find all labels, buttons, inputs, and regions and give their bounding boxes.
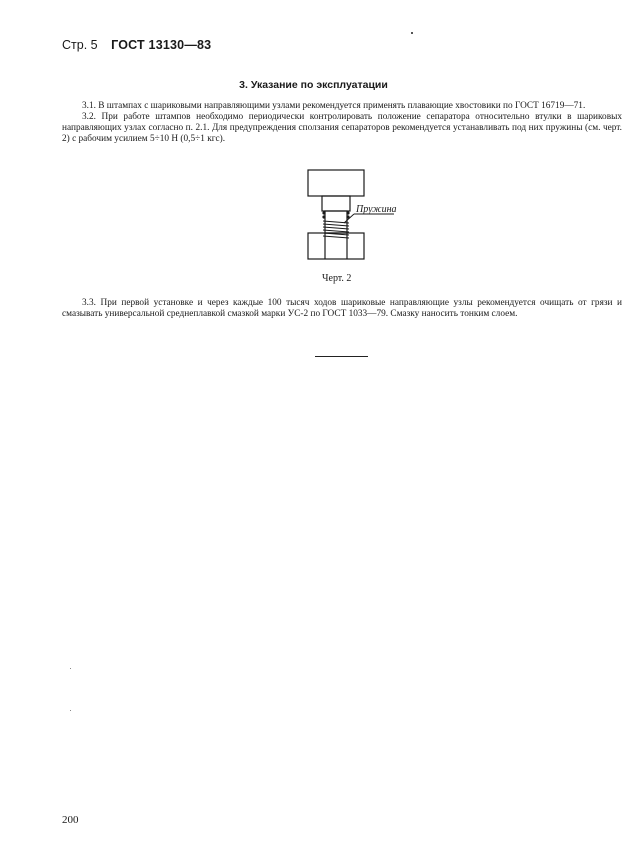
scan-speck bbox=[70, 710, 71, 711]
separator-balls bbox=[322, 211, 349, 218]
bushing bbox=[322, 196, 350, 211]
running-head bbox=[62, 38, 211, 52]
scan-speck bbox=[70, 668, 71, 669]
paragraph-block bbox=[62, 101, 622, 145]
end-rule bbox=[315, 356, 368, 357]
paragraph-3-3: 3.3. При первой установке и через каждые 100 тысяч ходов шариковые направляющие узлы рекомендуется очищать от грязи и смазывать универсальной среднеплавкой смазкой марки УС-2 по ГОСТ 1033—79. Смазку наносить тонким слоем. bbox=[62, 298, 622, 319]
paragraph-3-2: 3.2. При работе штампов необходимо периодически контролировать положение сепаратора относительно втулки в шариковых направляющих узлах согласно п. 2.1. Для предупреждения сползания сепараторов рекомендуется устанавливать под них пружины (см. черт. 2) с рабочим усилием 5÷10 Н (0,5÷1 кгс). bbox=[62, 112, 622, 144]
paragraph-3-1: 3.1. В штампах с шариковыми направляющими узлами рекомендуется применять плавающие хвостовики по ГОСТ 16719—71. bbox=[82, 101, 586, 111]
spring bbox=[323, 221, 349, 238]
spring-label: Пружина bbox=[356, 204, 397, 215]
figure-ball-guide-spring bbox=[296, 168, 426, 268]
standard-number: ГОСТ 13130—83 bbox=[111, 38, 212, 52]
figure-caption: Черт. 2 bbox=[322, 273, 352, 284]
section-title: 3. Указание по эксплуатации bbox=[239, 79, 388, 91]
scan-speck bbox=[411, 32, 413, 34]
page-label: Стр. 5 bbox=[62, 38, 98, 52]
upper-plate bbox=[308, 170, 364, 196]
paragraph-block bbox=[62, 298, 622, 320]
page-number: 200 bbox=[62, 814, 79, 826]
